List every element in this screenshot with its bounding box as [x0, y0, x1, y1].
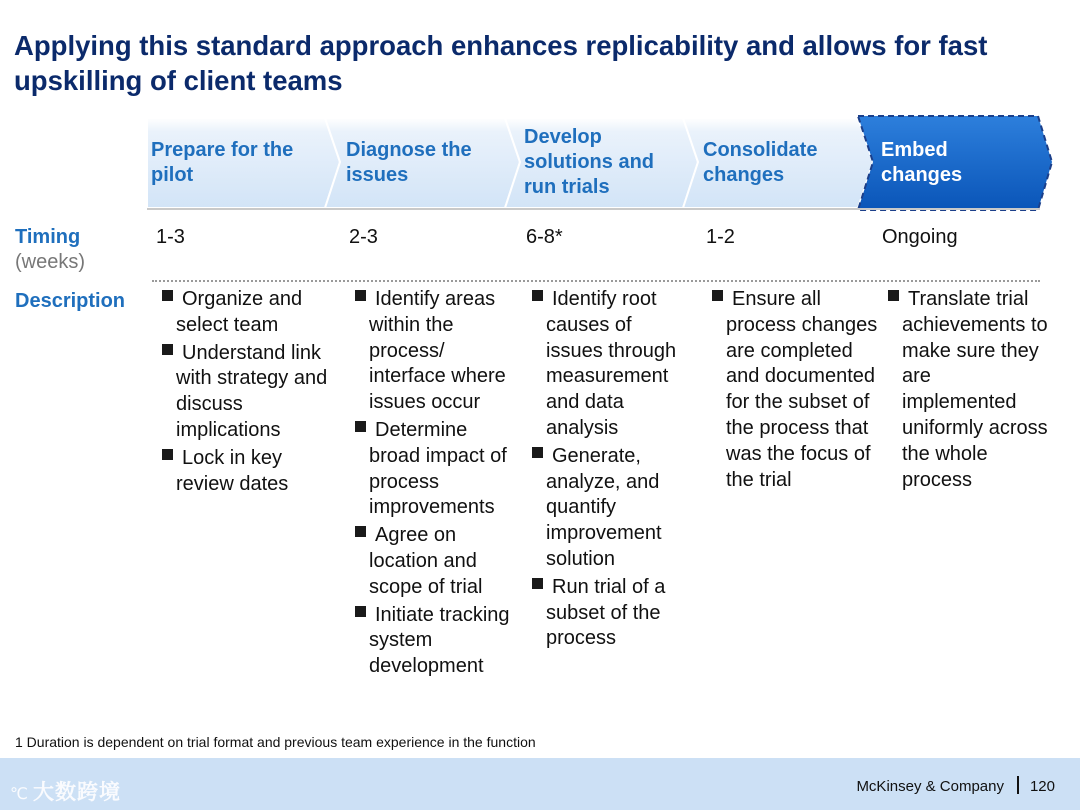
bullet-square-icon — [888, 290, 899, 301]
bullet-square-icon — [162, 290, 173, 301]
list-item: Ensure all process changes are completed and documented for the subset of the process that was the focus of the trial — [712, 287, 880, 493]
bullet-square-icon — [162, 449, 173, 460]
watermark-text: 大数跨境 — [32, 781, 121, 804]
description-column-prepare — [162, 287, 340, 499]
description-column-develop — [532, 287, 692, 654]
list-item: Generate, analyze, and quantify improvement solution — [532, 444, 692, 573]
footnote: 1 Duration is dependent on trial format and previous team experience in the function — [15, 734, 536, 750]
bullet-square-icon — [355, 606, 366, 617]
list-item: Understand link with strategy and discuss implications — [162, 341, 340, 444]
description-column-embed — [888, 287, 1048, 495]
dotted-divider — [152, 280, 1040, 282]
list-item: Agree on location and scope of trial — [355, 523, 515, 600]
bullet-square-icon — [532, 447, 543, 458]
step-label-prepare: Prepare for the pilot — [151, 139, 294, 186]
step-label-embed: Embed changes — [881, 139, 963, 186]
list-item: Identify root causes of issues through measurement and data analysis — [532, 287, 692, 442]
timing-diagnose: 2-3 — [349, 226, 378, 248]
list-item: Identify areas within the process/ interface where issues occur — [355, 287, 515, 416]
bullet-square-icon — [532, 578, 543, 589]
page-number: 120 — [1029, 778, 1055, 795]
bullet-square-icon — [355, 290, 366, 301]
timing-unit-label: (weeks) — [15, 251, 86, 273]
bullet-square-icon — [532, 290, 543, 301]
description-column-diagnose — [355, 287, 515, 682]
watermark-logo-icon: ℃ — [10, 786, 29, 803]
slide-title: Applying this standard approach enhances replicability and allows for fast upskilling of client teams — [14, 30, 988, 96]
timing-develop: 6-8* — [526, 226, 563, 248]
bullet-square-icon — [712, 290, 723, 301]
list-item: Initiate tracking system development — [355, 603, 515, 680]
process-chevrons — [0, 112, 1080, 218]
timing-embed: Ongoing — [882, 226, 958, 248]
timing-label: Timing — [15, 226, 81, 248]
bullet-square-icon — [162, 344, 173, 355]
list-item: Translate trial achievements to make sure they are implemented uniformly across the whole process — [888, 287, 1048, 493]
step-label-develop: Develop solutions and run trials — [524, 126, 654, 198]
step-label-diagnose: Diagnose the issues — [346, 139, 472, 186]
footer-bar — [0, 758, 1080, 810]
step-label-consolidate: Consolidate changes — [703, 139, 818, 186]
company-name: McKinsey & Company — [856, 778, 1004, 795]
timing-prepare: 1-3 — [156, 226, 185, 248]
watermark — [10, 776, 121, 806]
timing-consolidate: 1-2 — [706, 226, 735, 248]
bullet-square-icon — [355, 526, 366, 537]
list-item: Organize and select team — [162, 287, 340, 339]
list-item: Lock in key review dates — [162, 446, 340, 498]
list-item: Determine broad impact of process improvements — [355, 418, 515, 521]
description-label: Description — [15, 290, 126, 312]
list-item: Run trial of a subset of the process — [532, 575, 692, 652]
description-column-consolidate — [712, 287, 880, 495]
bullet-square-icon — [355, 421, 366, 432]
footer-separator — [1017, 776, 1019, 794]
